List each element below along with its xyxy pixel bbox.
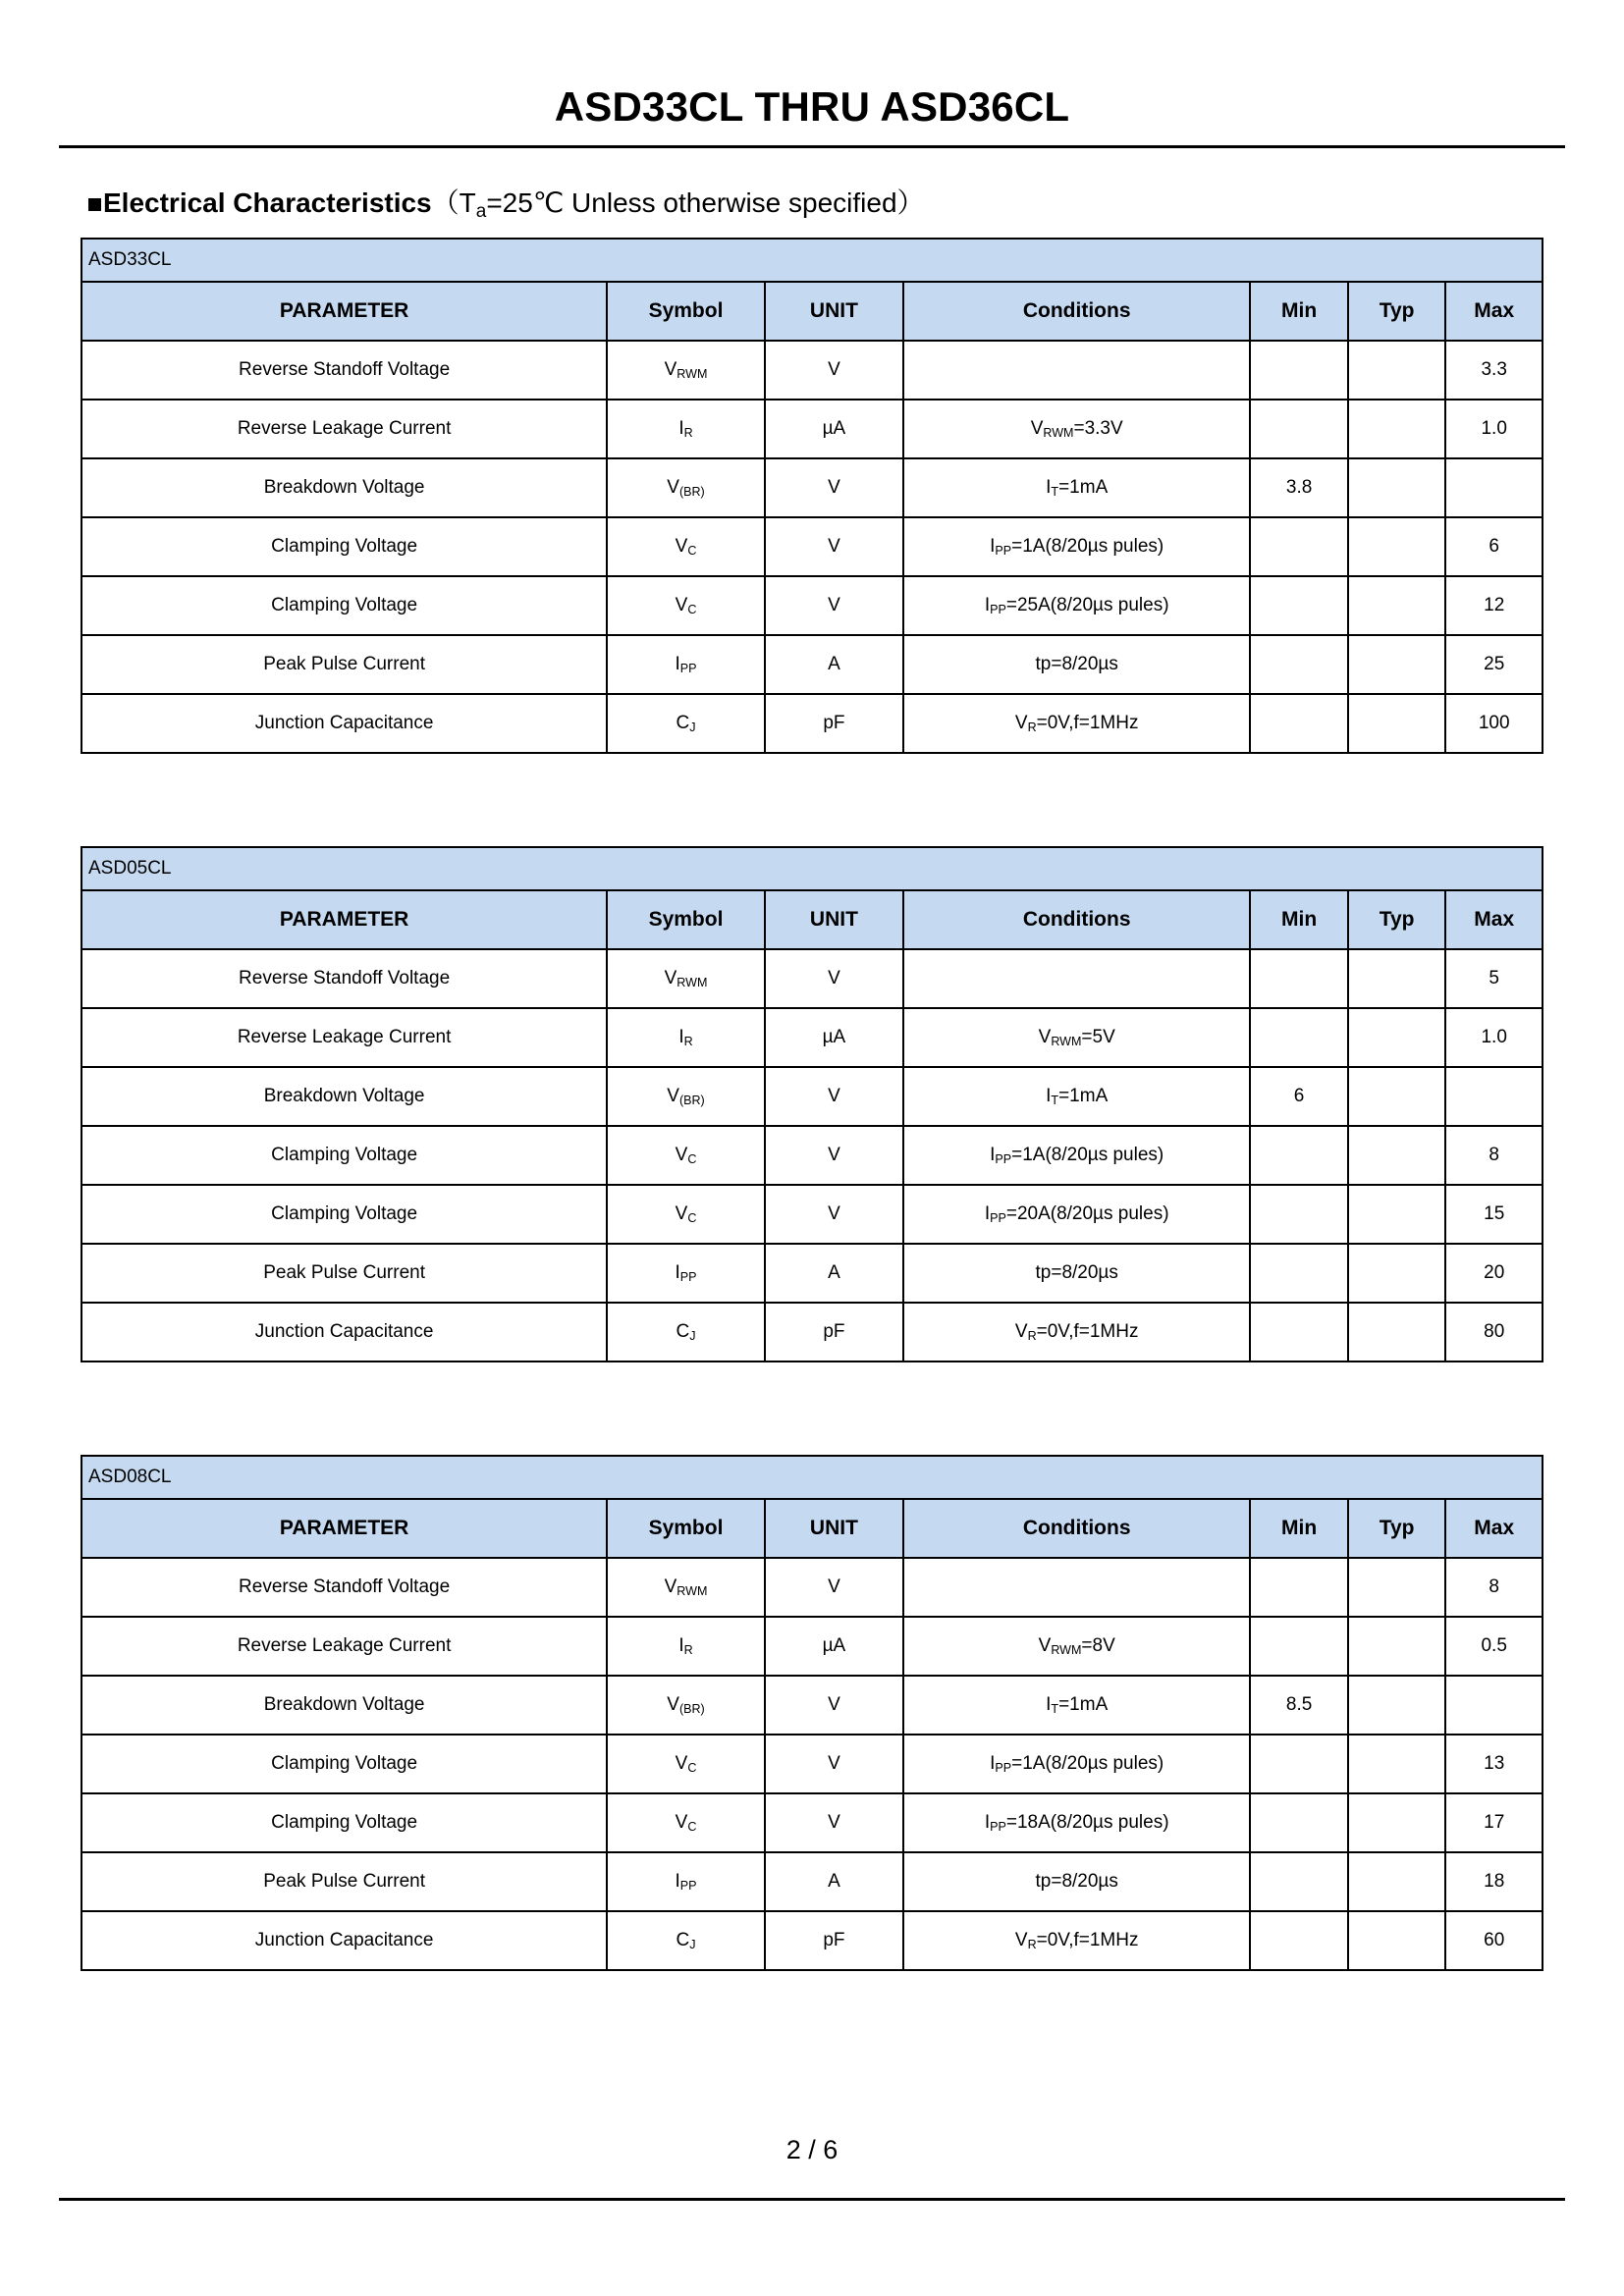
condition-subscript: a	[475, 201, 487, 222]
cell-typ	[1348, 635, 1446, 694]
column-header-symbol: Symbol	[607, 282, 765, 341]
cell-typ	[1348, 1793, 1446, 1852]
header-divider	[59, 145, 1565, 148]
cell-symbol: $V_{RWM}$	[607, 1558, 765, 1617]
cell-symbol: $V_{(BR)}$	[607, 1676, 765, 1735]
cell-min	[1250, 1558, 1348, 1617]
cell-typ	[1348, 1911, 1446, 1970]
cell-symbol: $V_C$	[607, 1793, 765, 1852]
cell-conditions	[903, 341, 1250, 400]
cell-min	[1250, 1126, 1348, 1185]
table-row	[81, 1303, 1543, 1362]
cell-parameter: Breakdown Voltage	[81, 458, 607, 517]
cell-typ	[1348, 1852, 1446, 1911]
cell-max: 17	[1445, 1793, 1543, 1852]
cell-conditions: tp=8/20µs	[903, 1244, 1250, 1303]
cell-min	[1250, 1244, 1348, 1303]
cell-conditions: $I_T=1mA$	[903, 458, 1250, 517]
cell-parameter: Reverse Leakage Current	[81, 1008, 607, 1067]
column-header-conditions: Conditions	[903, 890, 1250, 949]
cell-max: 3.3	[1445, 341, 1543, 400]
table-row	[81, 1558, 1543, 1617]
cell-max: 60	[1445, 1911, 1543, 1970]
cell-unit: µA	[765, 1008, 903, 1067]
cell-typ	[1348, 1676, 1446, 1735]
cell-parameter: Clamping Voltage	[81, 1126, 607, 1185]
cell-max: 8	[1445, 1558, 1543, 1617]
cell-unit: V	[765, 1558, 903, 1617]
cell-min	[1250, 1735, 1348, 1793]
cell-unit: V	[765, 576, 903, 635]
cell-max: 80	[1445, 1303, 1543, 1362]
cell-conditions: $I_T=1mA$	[903, 1676, 1250, 1735]
table-row	[81, 1617, 1543, 1676]
cell-conditions: $V_R=0V,f=1MHz$	[903, 1303, 1250, 1362]
cell-max: 8	[1445, 1126, 1543, 1185]
cell-symbol: $V_C$	[607, 1185, 765, 1244]
cell-min	[1250, 1852, 1348, 1911]
table-row	[81, 1793, 1543, 1852]
cell-parameter: Reverse Standoff Voltage	[81, 341, 607, 400]
cell-symbol: $I_{PP}$	[607, 635, 765, 694]
condition-rest: =25℃ Unless otherwise specified）	[486, 187, 925, 218]
cell-max: 20	[1445, 1244, 1543, 1303]
part-number-label: ASD33CL	[81, 239, 1543, 282]
table-row	[81, 1126, 1543, 1185]
condition-prefix: （T	[431, 187, 476, 218]
column-header-typ: Typ	[1348, 1499, 1446, 1558]
cell-min	[1250, 576, 1348, 635]
table-row	[81, 1911, 1543, 1970]
cell-parameter: Clamping Voltage	[81, 1793, 607, 1852]
cell-parameter: Breakdown Voltage	[81, 1676, 607, 1735]
cell-parameter: Reverse Leakage Current	[81, 1617, 607, 1676]
column-header-min: Min	[1250, 1499, 1348, 1558]
part-number-label: ASD08CL	[81, 1456, 1543, 1499]
cell-parameter: Reverse Standoff Voltage	[81, 1558, 607, 1617]
spec-table-asd33cl	[81, 238, 1543, 754]
cell-conditions: $I_{PP}=25A(8/20\mu s$ pules)	[903, 576, 1250, 635]
cell-typ	[1348, 517, 1446, 576]
cell-unit: V	[765, 341, 903, 400]
footer-divider	[59, 2198, 1565, 2201]
cell-unit: V	[765, 1185, 903, 1244]
cell-unit: V	[765, 1735, 903, 1793]
cell-typ	[1348, 341, 1446, 400]
cell-conditions	[903, 1558, 1250, 1617]
column-header-symbol: Symbol	[607, 890, 765, 949]
column-header-min: Min	[1250, 282, 1348, 341]
column-header-conditions: Conditions	[903, 282, 1250, 341]
cell-typ	[1348, 1067, 1446, 1126]
cell-conditions: $I_{PP}=20A(8/20\mu s$ pules)	[903, 1185, 1250, 1244]
cell-min: 8.5	[1250, 1676, 1348, 1735]
cell-unit: V	[765, 1126, 903, 1185]
table-header-row	[81, 1499, 1543, 1558]
cell-typ	[1348, 458, 1446, 517]
footer-page-number: 2 / 6	[785, 2135, 839, 2164]
cell-typ	[1348, 1303, 1446, 1362]
cell-symbol: $I_R$	[607, 400, 765, 458]
cell-max: 25	[1445, 635, 1543, 694]
cell-unit: V	[765, 517, 903, 576]
table-header-row	[81, 890, 1543, 949]
spec-table-asd05cl	[81, 846, 1543, 1362]
table-part-title-row	[81, 1456, 1543, 1499]
cell-parameter: Clamping Voltage	[81, 576, 607, 635]
cell-symbol: $V_{(BR)}$	[607, 458, 765, 517]
section-heading-label: Electrical Characteristics	[103, 187, 432, 218]
cell-parameter: Reverse Standoff Voltage	[81, 949, 607, 1008]
cell-min	[1250, 694, 1348, 753]
cell-unit: A	[765, 1244, 903, 1303]
cell-conditions: $V_R=0V,f=1MHz$	[903, 694, 1250, 753]
cell-min: 6	[1250, 1067, 1348, 1126]
cell-symbol: $V_C$	[607, 576, 765, 635]
cell-max: 5	[1445, 949, 1543, 1008]
cell-conditions: tp=8/20µs	[903, 1852, 1250, 1911]
cell-conditions: $V_R=0V,f=1MHz$	[903, 1911, 1250, 1970]
part-number-label: ASD05CL	[81, 847, 1543, 890]
cell-min	[1250, 517, 1348, 576]
cell-unit: V	[765, 949, 903, 1008]
cell-conditions: tp=8/20µs	[903, 635, 1250, 694]
cell-min	[1250, 1617, 1348, 1676]
cell-symbol: $V_C$	[607, 1126, 765, 1185]
cell-min	[1250, 1911, 1348, 1970]
cell-parameter: Junction Capacitance	[81, 1303, 607, 1362]
cell-max: 100	[1445, 694, 1543, 753]
cell-typ	[1348, 576, 1446, 635]
cell-parameter: Clamping Voltage	[81, 517, 607, 576]
cell-unit: V	[765, 1676, 903, 1735]
cell-min	[1250, 1303, 1348, 1362]
column-header-typ: Typ	[1348, 890, 1446, 949]
cell-max: 1.0	[1445, 1008, 1543, 1067]
cell-symbol: $I_R$	[607, 1008, 765, 1067]
cell-max: 0.5	[1445, 1617, 1543, 1676]
cell-max: 15	[1445, 1185, 1543, 1244]
cell-min	[1250, 1008, 1348, 1067]
table-row	[81, 1676, 1543, 1735]
cell-typ	[1348, 1558, 1446, 1617]
cell-typ	[1348, 1735, 1446, 1793]
cell-symbol: $I_R$	[607, 1617, 765, 1676]
cell-parameter: Peak Pulse Current	[81, 635, 607, 694]
cell-max	[1445, 458, 1543, 517]
table-part-title-row	[81, 239, 1543, 282]
cell-parameter: Reverse Leakage Current	[81, 400, 607, 458]
cell-symbol: $C_J$	[607, 694, 765, 753]
cell-unit: V	[765, 1067, 903, 1126]
table-row	[81, 400, 1543, 458]
cell-parameter: Clamping Voltage	[81, 1735, 607, 1793]
square-bullet-icon	[88, 198, 101, 211]
column-header-parameter: PARAMETER	[81, 1499, 607, 1558]
cell-conditions	[903, 949, 1250, 1008]
cell-symbol: $V_{(BR)}$	[607, 1067, 765, 1126]
table-row	[81, 1244, 1543, 1303]
cell-symbol: $V_{RWM}$	[607, 949, 765, 1008]
cell-conditions: $I_T=1mA$	[903, 1067, 1250, 1126]
cell-parameter: Peak Pulse Current	[81, 1244, 607, 1303]
table-row	[81, 635, 1543, 694]
cell-symbol: $C_J$	[607, 1911, 765, 1970]
cell-symbol: $C_J$	[607, 1303, 765, 1362]
cell-typ	[1348, 1126, 1446, 1185]
section-heading	[88, 189, 925, 221]
column-header-min: Min	[1250, 890, 1348, 949]
cell-symbol: $I_{PP}$	[607, 1852, 765, 1911]
cell-max: 1.0	[1445, 400, 1543, 458]
cell-unit: µA	[765, 400, 903, 458]
cell-min	[1250, 1793, 1348, 1852]
cell-unit: µA	[765, 1617, 903, 1676]
cell-typ	[1348, 1008, 1446, 1067]
cell-unit: A	[765, 635, 903, 694]
cell-unit: V	[765, 458, 903, 517]
cell-min	[1250, 341, 1348, 400]
table-row	[81, 1185, 1543, 1244]
document-header	[0, 83, 1624, 130]
column-header-parameter: PARAMETER	[81, 282, 607, 341]
cell-max: 13	[1445, 1735, 1543, 1793]
cell-max: 18	[1445, 1852, 1543, 1911]
cell-typ	[1348, 1244, 1446, 1303]
table-part-title-row	[81, 847, 1543, 890]
cell-parameter: Peak Pulse Current	[81, 1852, 607, 1911]
column-header-max: Max	[1445, 282, 1543, 341]
cell-min	[1250, 1185, 1348, 1244]
cell-unit: pF	[765, 1911, 903, 1970]
table-header-row	[81, 282, 1543, 341]
cell-symbol: $V_{RWM}$	[607, 341, 765, 400]
cell-min	[1250, 949, 1348, 1008]
table-row	[81, 949, 1543, 1008]
cell-max	[1445, 1676, 1543, 1735]
cell-conditions: $V_{RWM}=5V$	[903, 1008, 1250, 1067]
column-header-conditions: Conditions	[903, 1499, 1250, 1558]
table-row	[81, 1008, 1543, 1067]
table-row	[81, 341, 1543, 400]
cell-typ	[1348, 400, 1446, 458]
column-header-max: Max	[1445, 890, 1543, 949]
cell-symbol: $V_C$	[607, 517, 765, 576]
cell-typ	[1348, 1185, 1446, 1244]
cell-conditions: $I_{PP}=18A(8/20\mu s$ pules)	[903, 1793, 1250, 1852]
cell-min: 3.8	[1250, 458, 1348, 517]
cell-typ	[1348, 694, 1446, 753]
cell-typ	[1348, 949, 1446, 1008]
cell-unit: pF	[765, 1303, 903, 1362]
table-row	[81, 1067, 1543, 1126]
column-header-symbol: Symbol	[607, 1499, 765, 1558]
page-title: ASD33CL THRU ASD36CL	[554, 83, 1070, 130]
cell-parameter: Junction Capacitance	[81, 694, 607, 753]
cell-max: 12	[1445, 576, 1543, 635]
section-heading-condition	[431, 187, 925, 222]
cell-parameter: Junction Capacitance	[81, 1911, 607, 1970]
column-header-unit: UNIT	[765, 890, 903, 949]
cell-conditions: $V_{RWM}=8V$	[903, 1617, 1250, 1676]
column-header-unit: UNIT	[765, 1499, 903, 1558]
table-row	[81, 517, 1543, 576]
cell-parameter: Breakdown Voltage	[81, 1067, 607, 1126]
cell-unit: pF	[765, 694, 903, 753]
cell-parameter: Clamping Voltage	[81, 1185, 607, 1244]
cell-conditions: $I_{PP}=1A(8/20\mu s$ pules)	[903, 1126, 1250, 1185]
cell-conditions: $I_{PP}=1A(8/20\mu s$ pules)	[903, 517, 1250, 576]
column-header-max: Max	[1445, 1499, 1543, 1558]
cell-unit: V	[765, 1793, 903, 1852]
cell-symbol: $I_{PP}$	[607, 1244, 765, 1303]
table-row	[81, 1852, 1543, 1911]
column-header-parameter: PARAMETER	[81, 890, 607, 949]
cell-conditions: $I_{PP}=1A(8/20\mu s$ pules)	[903, 1735, 1250, 1793]
cell-symbol: $V_C$	[607, 1735, 765, 1793]
table-row	[81, 576, 1543, 635]
spec-table-asd08cl	[81, 1455, 1543, 1971]
table-row	[81, 1735, 1543, 1793]
cell-max	[1445, 1067, 1543, 1126]
cell-typ	[1348, 1617, 1446, 1676]
cell-max: 6	[1445, 517, 1543, 576]
cell-min	[1250, 635, 1348, 694]
cell-min	[1250, 400, 1348, 458]
column-header-unit: UNIT	[765, 282, 903, 341]
table-row	[81, 694, 1543, 753]
cell-conditions: $V_{RWM}=3.3V$	[903, 400, 1250, 458]
cell-unit: A	[765, 1852, 903, 1911]
column-header-typ: Typ	[1348, 282, 1446, 341]
table-row	[81, 458, 1543, 517]
